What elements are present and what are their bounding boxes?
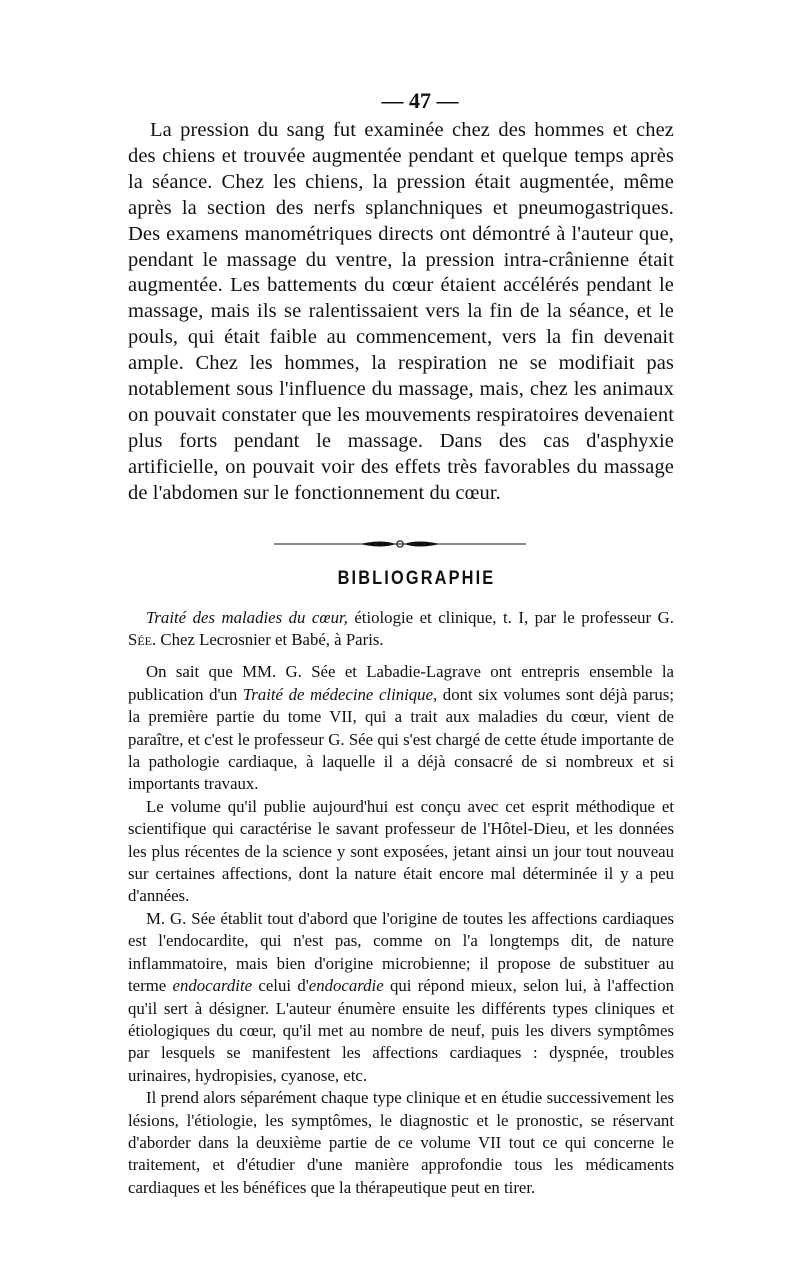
review-p1-text-b: dont six volumes sont déjà parus; la première partie du tome VII, qui a trait aux maladies du cœur, vient de paraître, et c'est le professeur G. Sée qui s'est chargé de cette étude importante de la pathologie cardiaque, à laquelle il a déjà consacré de si nombreux et si importants travaux. [128,684,674,794]
body-paragraph: La pression du sang fut examinée chez des hommes et chez des chiens et trouvée augmentée pendant et quelque temps après la séance. Chez les chiens, la pression était augmentée, même après la section des nerfs splanchniques et pneumogastriques. Des examens manométriques directs ont démontré à l'auteur que, pendant le massage du ventre, la pression intra-crânienne était augmentée. Les battements du cœur étaient accélérés pendant le massage, mais ils se ralentissaient vers la fin de la séance, et le pouls, qui était faible au commencement, vers la fin devenait ample. Chez les hommes, la respiration ne se modifiait pas notablement sous l'influence du massage, mais, chez les animaux on pouvait constater que les mouvements respiratoires devenaient plus forts pendant le massage. Dans des cas d'asphyxie artificielle, on pouvait voir des effets très favorables du massage de l'abdomen sur le fonctionnement du cœur. [128,119,674,504]
review-p3-text-a: M. G. Sée établit tout d'abord que l'origine de toutes les affections cardiaques est l'endocardite, qui n'est pas, comme on l'a longtemps dit, de nature inflammatoire, mais bien d'origine microbienne; il propose de substituer au terme [128,908,674,996]
reference-details-suffix: . Chez Lecrosnier et Babé, à Paris. [152,630,384,649]
review-paragraph-3 [128,908,674,1087]
section-heading: BIBLIOGRAPHIE [337,567,496,589]
main-text [128,118,674,507]
review-paragraph-2: Le volume qu'il publie aujourd'hui est conçu avec cet esprit méthodique et scientifique qui caractérise le savant professeur de l'Hôtel-Dieu, et les données les plus récentes de la science y sont exposées, jetant ainsi un jour tout nouveau sur certaines affections, dont la nature était encore mal déterminée il y a peu d'années. [128,796,674,906]
bibliography [128,607,674,1200]
review-p3-text-b: celui d' [252,976,309,996]
reference-title: Traité des maladies du cœur, [146,607,348,627]
reference-details-prefix: étiologie et clinique, t. I, par le professeur G. [347,607,674,627]
page-number: — 47 — [381,88,459,113]
review-paragraph-1 [128,661,674,795]
page [128,88,674,1199]
review-p3-text-c: qui répond mieux, selon lui, à l'affection qu'il sert à désigner. L'auteur énumère ensuite les différents types cliniques et étiologiques du cœur, qu'il met au nombre de neuf, puis les divers symptômes par lesquels se manifestent les affections cardiaques : dyspnée, troubles urinaires, hydropisies, cyanose, etc. [128,976,674,1085]
review-p3-italic-1: endocardite [172,976,253,996]
review-paragraph-4: Il prend alors séparément chaque type clinique et en étudie successivement les lésions, l'étiologie, les symptômes, le diagnostic et le pronostic, se réservant d'aborder dans la deuxième partie de ce volume VII tout ce qui concerne le traitement, et d'étudier d'une manière approfondie tous les médicaments cardiaques et les bénéfices que la thérapeutique peut en tirer. [128,1088,674,1197]
review-p3-italic-2: endocardie [308,976,384,996]
reference-author: Sée [128,630,152,649]
ornament-divider-icon [274,537,526,551]
bibliography-reference [128,607,674,652]
review-p1-text-a: On sait que MM. G. Sée et Labadie-Lagrave ont entrepris ensemble la publication d'un [128,662,674,704]
review-p1-italic: Traité de médecine clinique, [242,684,438,704]
